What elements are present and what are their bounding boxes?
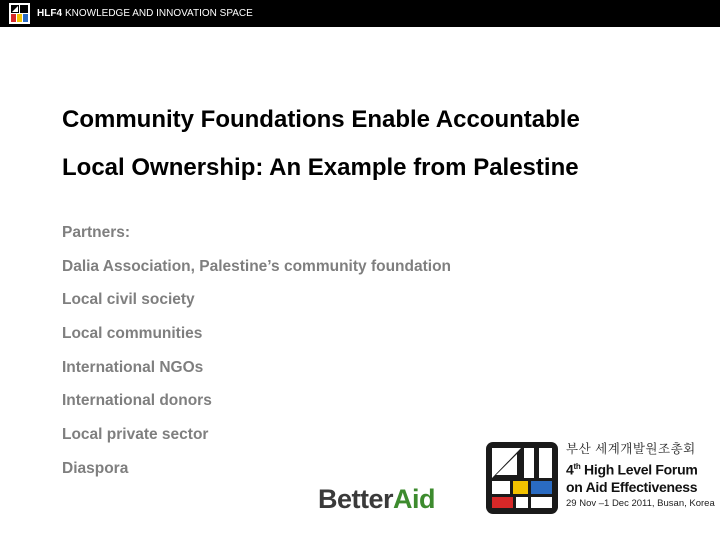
hlf4-logo-icon <box>9 3 30 24</box>
betteraid-better: Better <box>318 484 394 514</box>
title-line-2: Local Ownership: An Example from Palestine <box>62 154 579 181</box>
partner-item: Local communities <box>62 325 203 343</box>
hlf-korean-title: 부산 세계개발원조총회 <box>566 442 696 456</box>
header-brand <box>37 7 253 20</box>
hlf-ordinal: th <box>573 462 581 471</box>
partner-item: International NGOs <box>62 358 204 376</box>
header-bar <box>0 0 720 27</box>
hlf-number: 4 <box>566 461 574 478</box>
hlf-forum-text <box>566 441 716 511</box>
hlf-forum-rest: High Level Forum <box>580 461 698 478</box>
partner-item: Local private sector <box>62 426 209 444</box>
partner-item: Dalia Association, Palestine’s community foundation <box>62 257 452 275</box>
hlf-dates: 29 Nov –1 Dec 2011, Busan, Korea <box>566 497 715 509</box>
partners-label: Partners: <box>62 224 131 241</box>
betteraid-logo <box>318 484 435 515</box>
title-line-1: Community Foundations Enable Accountable <box>62 106 580 133</box>
slide-title <box>62 96 702 192</box>
hlf-forum-subtitle: on Aid Effectiveness <box>566 478 698 495</box>
brand-bold: HLF4 <box>37 8 62 19</box>
partner-item: Diaspora <box>62 459 129 477</box>
partners-list <box>62 220 451 490</box>
hlf4-forum-logo <box>486 442 558 514</box>
partner-item: Local civil society <box>62 291 195 309</box>
partner-item: International donors <box>62 392 212 410</box>
brand-tagline: KNOWLEDGE AND INNOVATION SPACE <box>65 8 253 19</box>
hlf-forum-name <box>566 458 716 479</box>
betteraid-aid: Aid <box>393 484 436 514</box>
